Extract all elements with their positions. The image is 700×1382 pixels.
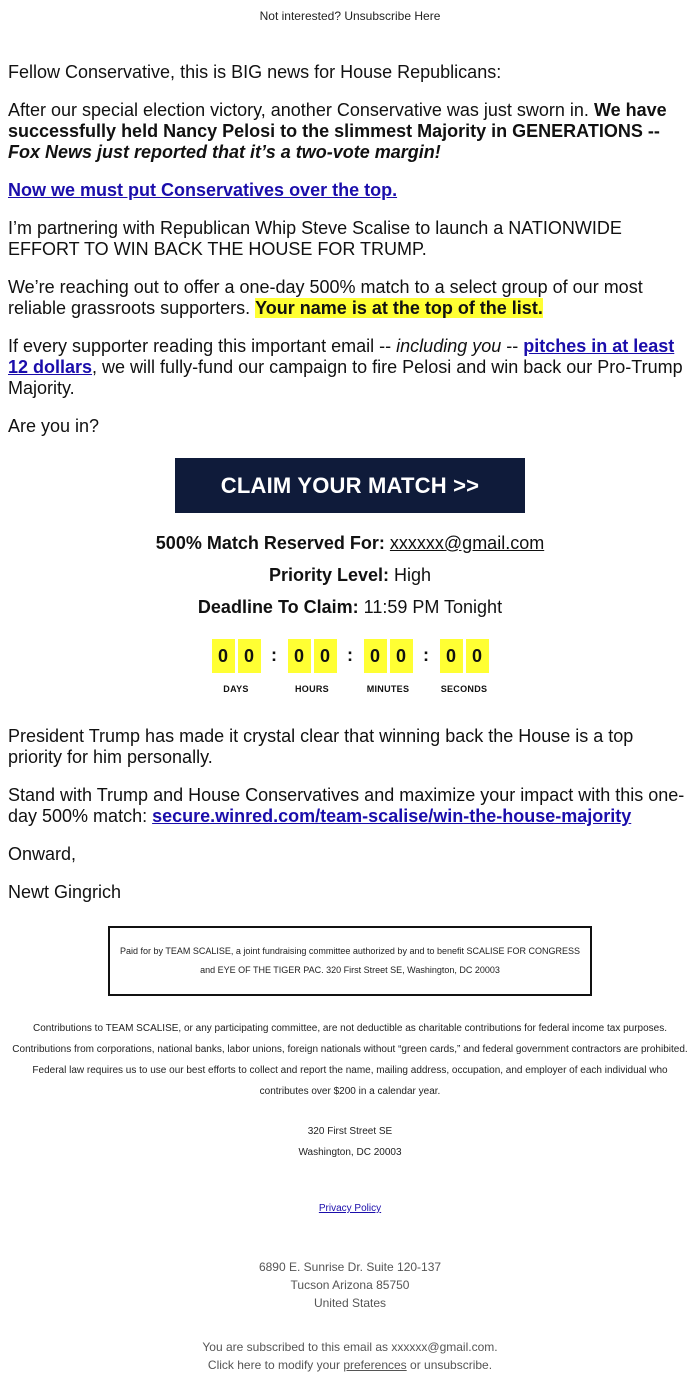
committee-address-line-1: 320 First Street SE [307, 1126, 393, 1137]
seconds-digit-2: 0 [466, 639, 489, 673]
modify-preferences-line [0, 1356, 700, 1374]
cta-container [8, 458, 692, 513]
are-you-in-paragraph: Are you in? [8, 416, 100, 436]
stand-with-trump-text: Stand with Trump and House Conservatives and maximize your impact with this one-day 500% match: [8, 785, 685, 826]
unsubscribe-header [0, 0, 700, 29]
seconds-digit-1: 0 [440, 639, 463, 673]
stand-with-trump-paragraph [8, 785, 692, 827]
intro-paragraph: Fellow Conservative, this is BIG news for House Republicans: [8, 62, 502, 82]
pitch-in-text-a: If every supporter reading this important email -- [8, 336, 397, 356]
countdown-separator: : [423, 645, 429, 665]
minutes-digit-1: 0 [364, 639, 387, 673]
mailing-address [0, 1258, 700, 1312]
pitch-in-text-c: , we will fully-fund our campaign to fire Pelosi and win back our Pro-Trump Majority. [8, 357, 683, 398]
fox-news-italic: Fox News just reported that it’s a two-vote margin! [8, 142, 441, 162]
victory-bold-span: We have successfully held Nancy Pelosi to the slimmest Majority in GENERATIONS -- [8, 100, 667, 141]
over-the-top-link[interactable]: Now we must put Conservatives over the top. [8, 180, 398, 200]
subscribed-email-line: You are subscribed to this email as xxxxxx@gmail.com. [202, 1340, 498, 1354]
unsubscribe-link[interactable]: Not interested? Unsubscribe Here [259, 9, 441, 23]
days-label: DAYS [223, 684, 249, 694]
over-the-top-paragraph [8, 180, 692, 201]
minutes-digit-2: 0 [390, 639, 413, 673]
pitch-in-text-b: -- [501, 336, 524, 356]
deadline-line [8, 597, 692, 618]
partnering-paragraph: I’m partnering with Republican Whip Steve Scalise to launch a NATIONWIDE EFFORT TO WIN BACK THE HOUSE FOR TRUMP. [8, 218, 622, 259]
countdown-timer [8, 639, 692, 700]
victory-paragraph [8, 100, 692, 163]
hours-label: HOURS [294, 684, 329, 694]
priority-level-line [8, 565, 692, 586]
committee-address-line-2: Washington, DC 20003 [298, 1147, 402, 1158]
victory-text: After our special election victory, another Conservative was just sworn in. [8, 100, 594, 120]
seconds-label: SECONDS [440, 684, 488, 694]
paid-for-box: Paid for by TEAM SCALISE, a joint fundraising committee authorized by and to benefit SCALISE FOR CONGRESS and EYE OF THE TIGER PAC. 320 First Street SE, Washington, DC 20003 [108, 926, 592, 996]
winred-donation-link[interactable]: secure.winred.com/team-scalise/win-the-house-majority [152, 806, 632, 826]
pitch-in-link[interactable]: pitches in at least 12 dollars [8, 336, 675, 377]
reserved-email-link[interactable]: xxxxxx@gmail.com [389, 533, 545, 553]
days-digit-1: 0 [212, 639, 235, 673]
countdown-days [210, 639, 262, 700]
contribution-disclaimer: Contributions to TEAM SCALISE, or any participating committee, are not deductible as charitable contributions for federal income tax purposes. Contributions from corporations, national banks, labor unions, foreign nationals without “green cards,” and federal government contractors are prohibited. Federal law requires us to use our best efforts to collect and report the name, mailing address, occupation, and employer of each individual who contributes over $200 in a calendar year. [12, 1023, 688, 1097]
deadline-label: Deadline To Claim: [197, 597, 359, 617]
match-offer-paragraph [8, 277, 692, 319]
modify-text-a: Click here to modify your [207, 1358, 344, 1372]
subscription-info [0, 1338, 700, 1374]
priority-level-label: Priority Level: [268, 565, 389, 585]
minutes-label: MINUTES [366, 684, 410, 694]
deadline-value: 11:59 PM Tonight [363, 597, 503, 617]
minutes-digits [364, 639, 413, 673]
committee-address [0, 1121, 700, 1163]
hours-digits [288, 639, 337, 673]
pitch-in-paragraph [8, 336, 692, 399]
hours-digit-1: 0 [288, 639, 311, 673]
signature-paragraph: Newt Gingrich [8, 882, 122, 902]
countdown-minutes [362, 639, 414, 700]
privacy-policy-link[interactable]: Privacy Policy [318, 1203, 382, 1214]
hours-digit-2: 0 [314, 639, 337, 673]
mailing-address-line-3: United States [313, 1296, 387, 1310]
onward-paragraph: Onward, [8, 844, 77, 864]
days-digit-2: 0 [238, 639, 261, 673]
top-of-list-highlight: Your name is at the top of the list. [255, 298, 543, 318]
match-reserved-line [8, 533, 692, 554]
match-offer-text: We’re reaching out to offer a one-day 500% match to a select group of our most reliable grassroots supporters. [8, 277, 643, 318]
countdown-seconds [438, 639, 490, 700]
privacy-policy-container [0, 1203, 700, 1214]
countdown-separator: : [347, 645, 353, 665]
preferences-link[interactable]: preferences [343, 1358, 407, 1372]
mailing-address-line-2: Tucson Arizona 85750 [290, 1278, 410, 1292]
modify-text-b: or unsubscribe. [406, 1358, 493, 1372]
including-you-italic: including you [396, 336, 502, 356]
email-body [0, 62, 700, 903]
countdown-separator: : [271, 645, 277, 665]
seconds-digits [440, 639, 489, 673]
priority-level-value: High [394, 565, 432, 585]
days-digits [212, 639, 261, 673]
claim-match-button[interactable]: CLAIM YOUR MATCH >> [175, 458, 525, 513]
countdown-hours [286, 639, 338, 700]
trump-priority-paragraph: President Trump has made it crystal clear that winning back the House is a top priority for him personally. [8, 726, 634, 767]
mailing-address-line-1: 6890 E. Sunrise Dr. Suite 120-137 [258, 1260, 442, 1274]
match-reserved-label: 500% Match Reserved For: [155, 533, 385, 553]
